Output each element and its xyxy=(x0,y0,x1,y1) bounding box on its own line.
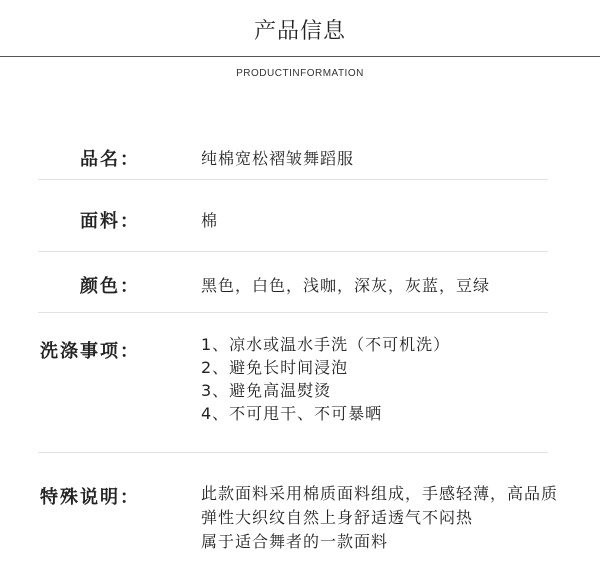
row-label-washing: 洗涤事项： xyxy=(40,341,140,362)
header-divider xyxy=(0,56,600,57)
row-value-special-notes xyxy=(201,482,558,554)
row-value-washing xyxy=(201,333,450,425)
row-value-colors: 黑色，白色，浅咖，深灰，灰蓝，豆绿 xyxy=(201,276,491,295)
row-value-material: 棉 xyxy=(201,211,219,230)
washing-item: 4、不可甩干、不可暴晒 xyxy=(201,404,383,423)
row-divider xyxy=(38,312,548,313)
washing-item: 2、避免长时间浸泡 xyxy=(201,358,349,377)
special-note-line: 弹性大织纹自然上身舒适透气不闷热 xyxy=(201,508,474,527)
row-label-colors: 颜色： xyxy=(80,276,140,297)
row-divider xyxy=(38,251,548,252)
row-divider xyxy=(38,452,548,453)
washing-item: 3、避免高温熨烫 xyxy=(201,381,332,400)
row-value-product-name: 纯棉宽松褶皱舞蹈服 xyxy=(201,149,355,168)
washing-item: 1、凉水或温水手洗（不可机洗） xyxy=(201,335,451,354)
special-note-line: 属于适合舞者的一款面料 xyxy=(201,532,389,551)
special-note-line: 此款面料采用棉质面料组成，手感轻薄，高品质 xyxy=(201,484,559,503)
row-label-material: 面料： xyxy=(80,211,140,232)
page-title: 产品信息 xyxy=(253,19,346,44)
page-subtitle: PRODUCTINFORMATION xyxy=(236,68,364,79)
row-label-product-name: 品名： xyxy=(80,149,140,170)
row-divider xyxy=(38,179,548,180)
row-label-special-notes: 特殊说明： xyxy=(40,487,140,508)
